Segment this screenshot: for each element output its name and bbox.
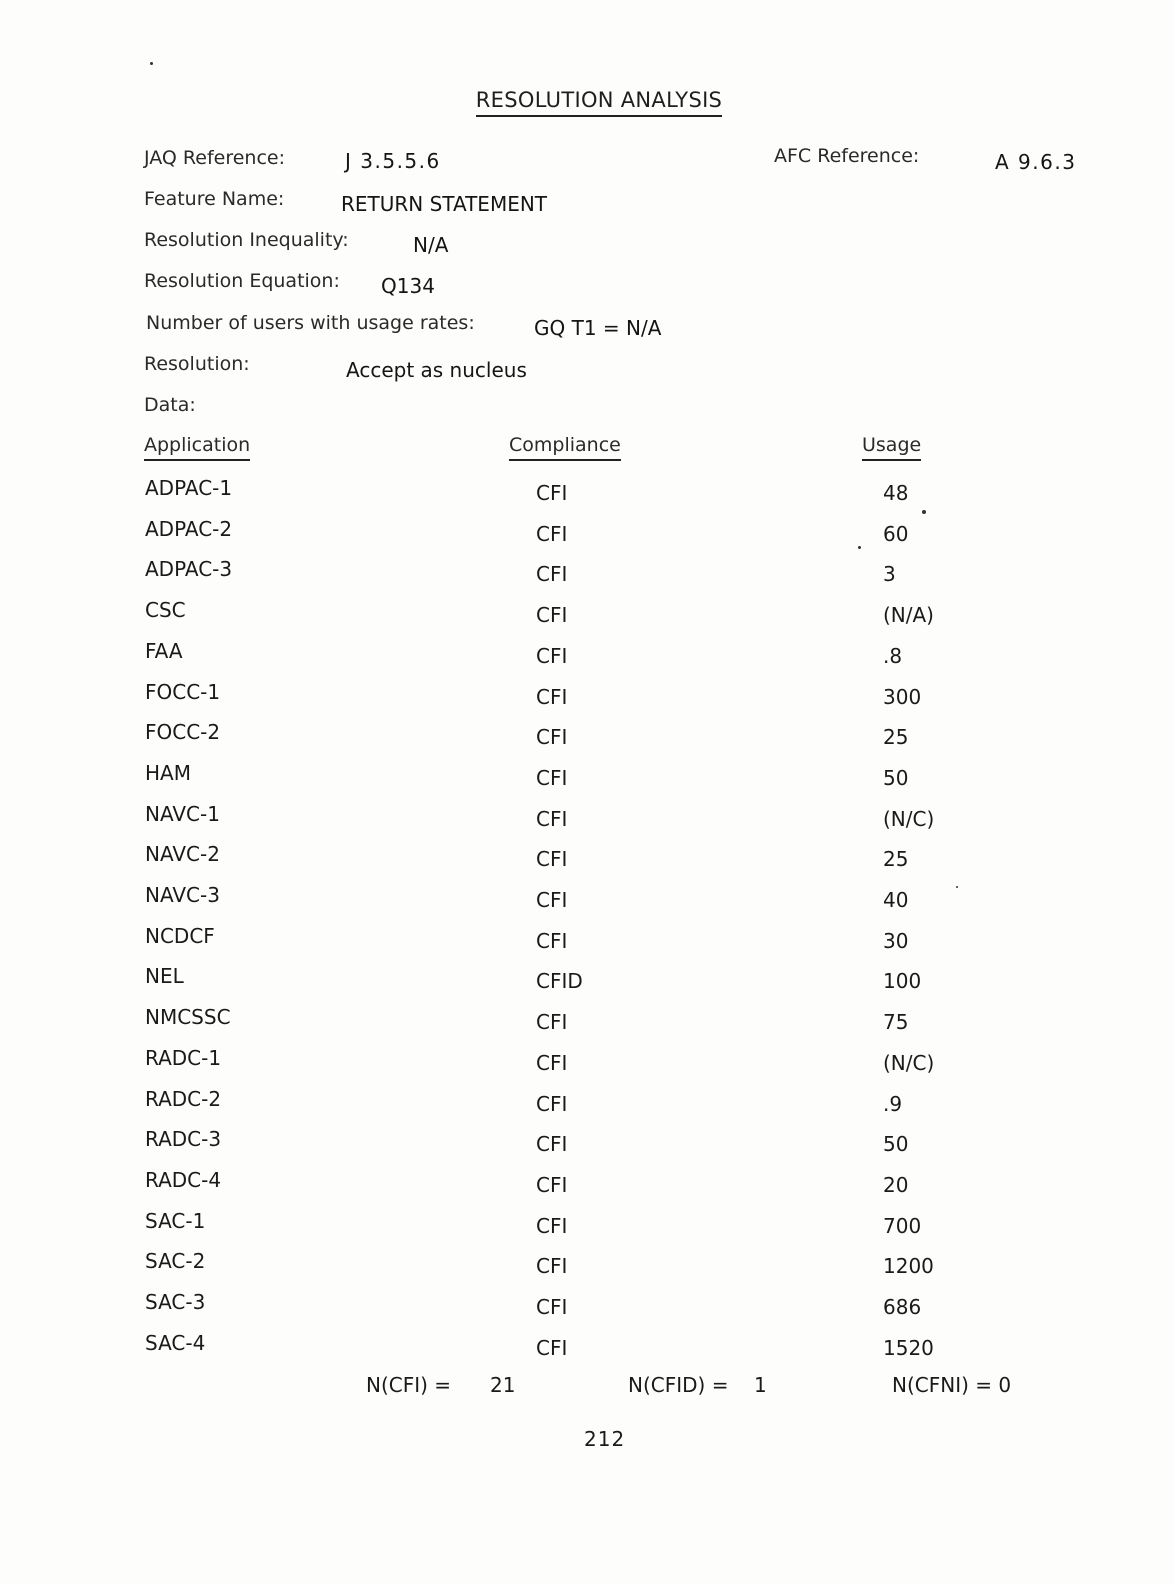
cell-application: HAM (145, 761, 191, 785)
cell-compliance: CFI (536, 1336, 568, 1360)
cell-compliance: CFI (536, 603, 568, 627)
cell-application: FAA (145, 639, 183, 663)
cell-compliance: CFI (536, 1132, 568, 1156)
n-cfi-value: 21 (490, 1373, 516, 1397)
cell-application: NCDCF (145, 924, 215, 948)
cell-application: FOCC-1 (145, 680, 221, 704)
cell-application: SAC-1 (145, 1209, 206, 1233)
cell-application: NEL (145, 964, 184, 988)
cell-application: SAC-2 (145, 1249, 206, 1273)
afc-reference-label: AFC Reference: (774, 145, 920, 167)
cell-compliance: CFI (536, 766, 568, 790)
cell-application: ADPAC-1 (145, 476, 233, 500)
column-header-usage: Usage (862, 434, 921, 456)
cell-usage: .8 (883, 644, 903, 668)
cell-usage: 60 (883, 522, 909, 546)
cell-compliance: CFI (536, 685, 568, 709)
cell-compliance: CFI (536, 1254, 568, 1278)
cell-usage: 50 (883, 1132, 909, 1156)
cell-usage: 75 (883, 1010, 909, 1034)
cell-usage: 25 (883, 847, 909, 871)
cell-compliance: CFI (536, 888, 568, 912)
cell-usage: (N/A) (883, 603, 934, 627)
cell-application: RADC-4 (145, 1168, 222, 1192)
page-title: RESOLUTION ANALYSIS (0, 88, 1174, 112)
cell-application: NAVC-2 (145, 842, 220, 866)
jaq-reference-value: J 3.5.5.6 (345, 149, 441, 173)
cell-usage: 50 (883, 766, 909, 790)
page-number: 212 (584, 1427, 626, 1451)
resolution-label: Resolution: (144, 353, 250, 375)
cell-usage: 3 (883, 562, 896, 586)
cell-compliance: CFID (536, 969, 583, 993)
cell-application: NAVC-1 (145, 802, 220, 826)
cell-usage: 1520 (883, 1336, 934, 1360)
cell-usage: 300 (883, 685, 922, 709)
cell-usage: (N/C) (883, 807, 935, 831)
cell-application: ADPAC-2 (145, 517, 233, 541)
n-cfi-label: N(CFI) = (366, 1373, 452, 1397)
cell-compliance: CFI (536, 807, 568, 831)
column-header-compliance: Compliance (509, 434, 621, 456)
cell-usage: .9 (883, 1092, 903, 1116)
cell-application: FOCC-2 (145, 720, 221, 744)
cell-application: RADC-2 (145, 1087, 222, 1111)
cell-usage: 30 (883, 929, 909, 953)
feature-name-value: RETURN STATEMENT (341, 192, 548, 216)
n-cfid-label: N(CFID) = (628, 1373, 729, 1397)
resolution-value: Accept as nucleus (346, 358, 527, 382)
cell-compliance: CFI (536, 847, 568, 871)
cell-usage: 1200 (883, 1254, 934, 1278)
number-of-users-value: GQ T1 = N/A (534, 316, 662, 340)
cell-compliance: CFI (536, 1051, 568, 1075)
cell-compliance: CFI (536, 1010, 568, 1034)
cell-usage: 40 (883, 888, 909, 912)
cell-usage: 20 (883, 1173, 909, 1197)
cell-compliance: CFI (536, 1214, 568, 1238)
cell-usage: 686 (883, 1295, 922, 1319)
cell-application: CSC (145, 598, 186, 622)
n-cfni-total: N(CFNI) = 0 (892, 1373, 1012, 1397)
cell-compliance: CFI (536, 481, 568, 505)
n-cfid-value: 1 (754, 1373, 767, 1397)
resolution-equation-label: Resolution Equation: (144, 270, 340, 292)
cell-compliance: CFI (536, 562, 568, 586)
cell-compliance: CFI (536, 1173, 568, 1197)
scan-speck (858, 546, 861, 549)
data-label: Data: (144, 394, 196, 416)
scan-speck (150, 62, 153, 65)
cell-application: RADC-1 (145, 1046, 222, 1070)
cell-compliance: CFI (536, 929, 568, 953)
cell-application: SAC-4 (145, 1331, 206, 1355)
scan-speck (922, 510, 926, 514)
cell-usage: 48 (883, 481, 909, 505)
cell-application: ADPAC-3 (145, 557, 233, 581)
cell-application: NAVC-3 (145, 883, 220, 907)
cell-compliance: CFI (536, 644, 568, 668)
afc-reference-value: A 9.6.3 (995, 150, 1077, 174)
cell-usage: 25 (883, 725, 909, 749)
resolution-inequality-value: N/A (413, 233, 449, 257)
resolution-equation-value: Q134 (381, 274, 435, 298)
jaq-reference-label: JAQ Reference: (144, 147, 286, 169)
cell-compliance: CFI (536, 522, 568, 546)
scan-speck (956, 886, 958, 888)
cell-compliance: CFI (536, 1092, 568, 1116)
cell-application: SAC-3 (145, 1290, 206, 1314)
cell-application: RADC-3 (145, 1127, 222, 1151)
resolution-inequality-label: Resolution Inequality: (144, 229, 349, 251)
cell-usage: (N/C) (883, 1051, 935, 1075)
cell-usage: 100 (883, 969, 922, 993)
cell-compliance: CFI (536, 1295, 568, 1319)
column-header-application: Application (144, 434, 250, 456)
cell-application: NMCSSC (145, 1005, 231, 1029)
number-of-users-label: Number of users with usage rates: (146, 312, 475, 334)
cell-usage: 700 (883, 1214, 922, 1238)
feature-name-label: Feature Name: (144, 188, 285, 210)
cell-compliance: CFI (536, 725, 568, 749)
